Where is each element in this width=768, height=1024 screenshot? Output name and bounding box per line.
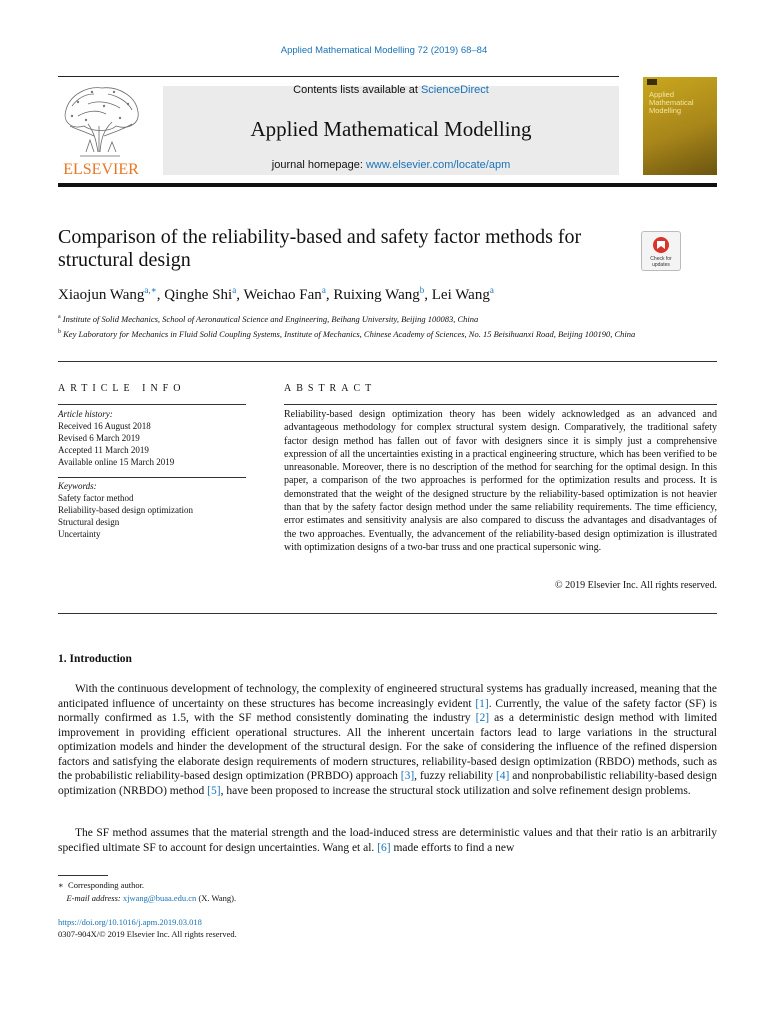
abstract-text: Reliability-based design optimization theory has been widely acknowledged as an advanced and advantageous methodology for complex structural system design. Comparatively, the traditional safety factor design method has fallen out of favor with designers since it is simply just a comprehensive expression of all the uncertainties existing in a practical engineering structure, which has been verified to be unreasonable. Moreover, there is no description of the method for searching for the optimal design. In this paper, a comparison of the two approaches is performed for the optimization results and process. It is demonstrated that the weight of the designed structure by the reliability-based optimization is not heavier than that by the safety factor design method under the same reliability requirements. The time efficiency, error estimates and sensitivity analysis are also compared to discuss the advantages and disadvantages of the two approaches. Eventually, the advancement of the reliability-based design optimization is illustrated with optimization designs of a two-bar truss and one practical supersonic wing. (284, 409, 717, 553)
keywords (58, 480, 246, 540)
abstract-heading: ABSTRACT (284, 383, 377, 394)
email-note: E-mail address: xjwang@buaa.edu.cn (X. Wang). (66, 893, 237, 903)
svg-text:Check for: Check for (650, 256, 672, 262)
contents-prefix: Contents lists available at (293, 84, 421, 96)
cover-mark (647, 79, 657, 85)
author-affiliation-mark[interactable]: a (232, 285, 237, 295)
keyword: Structural design (58, 517, 120, 527)
body-paragraph: The SF method assumes that the material strength and the load-induced stress are deterministic values and that their ratio is an arbitrarily specified ultimate SF to account for design uncertainties. Wang et al. [6] made efforts to find a new (58, 827, 717, 854)
info-rule (58, 404, 246, 405)
history-item: Available online 15 March 2019 (58, 457, 175, 467)
svg-text:updates: updates (652, 262, 670, 268)
author-affiliation-mark[interactable]: b (419, 285, 425, 295)
author-name: Ruixing Wang (333, 287, 420, 303)
citation-link[interactable]: [6] (377, 841, 391, 854)
cover-title: Applied Mathematical Modelling (649, 90, 694, 115)
keywords-label: Keywords: (58, 481, 97, 491)
homepage-link[interactable]: www.elsevier.com/locate/apm (365, 159, 511, 171)
keyword: Uncertainty (58, 529, 101, 539)
citation-link[interactable]: [1] (475, 697, 489, 710)
footnote-rule (58, 875, 108, 876)
author-affiliation-mark[interactable]: a (321, 285, 326, 295)
author-affiliation-mark[interactable]: a (489, 285, 494, 295)
section-rule (58, 613, 717, 614)
keyword: Safety factor method (58, 493, 134, 503)
elsevier-tree-icon (58, 80, 144, 176)
contents-line (163, 84, 619, 96)
sciencedirect-link[interactable]: ScienceDirect (420, 84, 489, 96)
citation-link[interactable]: [2] (475, 712, 490, 724)
affiliation-a: $^a$ Institute of Solid Mechanics, School of Aeronautical Science and Engineering, Beihang University, Beijing 100083, China (58, 313, 479, 324)
keyword: Reliability-based design optimization (58, 505, 193, 515)
journal-title: Applied Mathematical Modelling (250, 117, 532, 141)
email-link[interactable]: xjwang@buaa.edu.cn (122, 893, 197, 903)
doi-link[interactable]: https://doi.org/10.1016/j.apm.2019.03.018 (58, 917, 202, 927)
abstract-rule (284, 404, 717, 405)
abstract-copyright: © 2019 Elsevier Inc. All rights reserved. (554, 580, 717, 591)
citation-link[interactable]: [3] (400, 770, 415, 782)
header-rule (58, 76, 619, 77)
section-heading: 1. Introduction (58, 653, 132, 665)
author-name: Xiaojun Wang (58, 287, 145, 303)
citation-link[interactable]: [5] (207, 784, 221, 797)
section-rule (58, 361, 717, 362)
info-rule (58, 477, 246, 478)
article-history (58, 408, 246, 468)
author-affiliation-mark[interactable]: a,∗ (144, 285, 157, 295)
header-thick-rule (58, 183, 717, 187)
author-name: Lei Wang (431, 287, 490, 303)
history-label: Article history: (58, 409, 113, 419)
citation-link[interactable]: [4] (495, 770, 510, 782)
journal-cover[interactable] (643, 77, 717, 175)
history-item: Revised 6 March 2019 (58, 433, 140, 443)
homepage-prefix: journal homepage: (271, 159, 366, 171)
publisher-name: ELSEVIER (63, 161, 139, 176)
article-title: Comparison of the reliability-based and safety factor methods for structural design (58, 226, 582, 271)
author-name: Weichao Fan (243, 287, 322, 303)
footnotes (58, 879, 458, 905)
check-for-updates-button[interactable] (641, 231, 681, 271)
corresponding-note: ∗ Corresponding author. (58, 880, 145, 890)
affiliations (58, 311, 658, 341)
history-item: Accepted 11 March 2019 (58, 445, 149, 455)
author-list: Xiaojun Wang$^{a,∗}$, Qinghe Shi$^a$, Weichao Fan$^a$, Ruixing Wang$^b$, Lei Wang$^a$ (58, 285, 494, 303)
check-updates-icon (642, 232, 680, 270)
article-info-heading: ARTICLE INFO (58, 383, 186, 394)
author-name: Qinghe Shi (164, 287, 233, 303)
elsevier-logo (58, 80, 144, 176)
doi-block (58, 916, 458, 940)
history-item: Received 16 August 2018 (58, 421, 151, 431)
affiliation-b: $^b$ Key Laboratory for Mechanics in Fluid Solid Coupling Systems, Institute of Mechanics, Chinese Academy of Sciences, No. 15 Beisihuanxi Road, Beijing 100190, China (58, 328, 636, 339)
issn-line: 0307-904X/© 2019 Elsevier Inc. All rights reserved. (58, 929, 237, 939)
journal-citation[interactable]: Applied Mathematical Modelling 72 (2019) 68–84 (280, 45, 488, 56)
body-paragraph: With the continuous development of technology, the complexity of engineered structural systems has gradually increased, meaning that the anticipated influence of uncertainty on these structures has become increasingly evident [1]. Currently, the value of the safety factor (SF) is normally confirmed as 1.5, with the SF method consistently dominating the industry [2] as a deterministic design method with limited improvement in providing efficient operational structures. All the inherent uncertain factors lead to large variations in the structural optimization models and hinder the development of the structural design. For the sake of considering the influence of the refined dispersion factors and satisfying the elaborate design requirements of modern structures, reliability-based design optimization (RBDO) methods, such as the probabilistic reliability-based design optimization (PRBDO) approach [3], fuzzy reliability [4] and nonprobabilistic reliability-based design optimization (NRBDO) method [5], have been proposed to increase the structural stock utilization and solve refinement design problems. (58, 683, 718, 797)
homepage-line (163, 159, 619, 171)
